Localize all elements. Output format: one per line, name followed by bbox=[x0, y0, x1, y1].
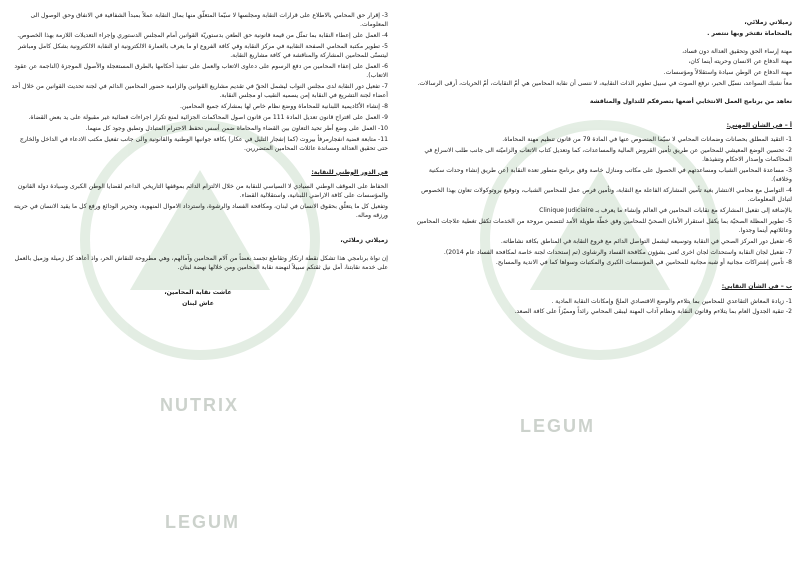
list-item: 3- مساعدة المحامين الشباب ومساعدتهم في الحصول على مكاتب ومنازل خاصة وفق برنامج متطور تعده النقابة (عن طريق إنشاء وحدات سكنية وخلافه). bbox=[428, 166, 792, 184]
signoff-line: عاش لبنان bbox=[182, 299, 214, 307]
signoff-line: عاشت نقابة المحامين، bbox=[164, 289, 232, 297]
list-item: 4- التواصل مع محامي الانتشار بغية تأمين المشاركة الفاعلة مع النقابة، وتأمين فرص عمل للمحامين الشباب، وتوقيع بروتوكولات تعاون بهذا الخصوص لتبادل المعلومات. bbox=[421, 186, 792, 204]
list-item: 6- تفعيل دور المركز الصحي في النقابة وتوسيعه ليشمل التواصل الدائم مع فروع النقابة في المناطق بكافة نشاطاته. bbox=[500, 237, 792, 245]
list-item: 10- العمل على وضع أطر تحيد التعاون بين القضاء والمحاماة ضمن أسس تحفظ الاحترام المتبادل وتطبق وجود كل منهما. bbox=[85, 124, 388, 132]
list-item: 9- العمل على اقتراح قانون تعديل المادة 111 من قانون اصول المحاكمات الجزائية لمنع تكرار اجراءات قضائية غير مقبولة على يد بعض القضاة. bbox=[28, 113, 388, 121]
watermark-text-legum: LEGUM bbox=[165, 512, 240, 532]
left-column bbox=[8, 4, 388, 310]
national-paragraph: الحفاظ على الموقف الوطني السيادي لا السياسي للنقابة من خلال الالتزام الدائم بموقفها التاريخي الداعم لقضايا الوطن الكبرى وسيادة دولة القانون والمؤسسات على كافة الاراضي اللبنانية، واستقلالية القضاء. bbox=[17, 182, 388, 200]
list-item: 5- تطوير مكتبة المحامي الصفحة النقابية في مركز النقابة وفي كافة الفروع او ما يعرف بالعمارة الالكترونية او النقابة الالكترونية بشكل كامل ومباشر ليتسنّى للمحامين المشاركة والمناقشة في كافة مشاريع النقابة. bbox=[18, 42, 388, 60]
section-heading-syndical: ب – في الشأن النقابي: bbox=[721, 283, 792, 291]
list-item: 4- العمل على إعطاء النقابة بما تمثّل من قيمة قانونية حق الطعن بدستوريّة القوانين أمام المجلس الدستوري وإجراء التعديلات اللازمة بهذا الخصوص. bbox=[17, 32, 388, 40]
watermark-text-legum-right: LEGUM bbox=[520, 416, 595, 436]
salutation: زميلاتي زملائي، bbox=[340, 237, 388, 245]
list-item: 7- تفعيل دور النقابة لدى مجلس النواب ليشمل الحقّ في تقديم مشاريع القوانين والزامية حضور المحامين الدائم في لجنة تحديث القوانين من خلال أحد أعضاء لجنة التشريع في النقابة إمن يسميه النقيب او مجلس النقابة. bbox=[11, 83, 388, 100]
list-item: 7- تفعيل لجان النقابة واستحداث لجان اخرى تُعنى بشؤون مكافحة الفساد والرشاوى (تم إستحداث لجنة خاصة لمكافحة الفساد عام 2014). bbox=[443, 248, 792, 256]
list-item: 2- تنقية الجدول العام بما يتلاءم وقانون النقابة ونظام آداب المهنة ليبقى المحامي رائداً ومميّزاً على كافة الصعد. bbox=[514, 308, 792, 316]
list-item: 2- تحسين الوضع المعيشي للمحامين عن طريق تأمين القروض المالية والمساعدات، كما وتعديل كتاب الاتعاب والزاميّته الى جانب طلب الاسراع في المحاكمات وإصدار الاحكام وتنفيذها. bbox=[424, 146, 792, 163]
list-item: 8- إنشاء الأكاديمية اللبنانية للمحاماة ووضع نظام خاص لها بمشاركة جميع المحامين. bbox=[180, 103, 388, 111]
program-intro: نعاهد من برنامج العمل الانتخابي أضعها بتصرفكم للتداول والمناقشة bbox=[589, 97, 792, 105]
watermark-text-nutrix: NUTRIX bbox=[160, 395, 239, 415]
closing-paragraph: إن نواة برنامجي هذا تشكل نقطة ارتكاز وتقاطع تجسد بعضاً من آلام المحامين وآمالهم، وهي مطروحة للنقاش الحر، واذ أعاهد كل زميلة وزميل بالعمل على خدمة نقابتنا، أمل نيل ثقتكم سبيلاً لنهضة نقابة المحامين ومن خلالها نهضة لبنان. bbox=[14, 254, 388, 272]
mission-line: مهنة الدفاع عن الوطن سيادة واستقلالاً ومؤسسات. bbox=[663, 69, 792, 77]
list-item: 8- تأمين إشتراكات مجانية أو شبه مجانية للمحامين في المؤسسات الكبرى والمكتبات وسواها كما في الاندية والمسابح. bbox=[495, 259, 792, 267]
mission-line: مهنة الدفاع عن الانسان وحريته أينما كان، bbox=[688, 58, 792, 66]
national-paragraph: وتفعيل كل ما يتعلّق بحقوق الانسان في لبنان، ومكافحة الفساد والرشوة، واسترداد الاموال المنهوبة، وتحرير الودائع ورفع كل ما يقيد الانسان في حريته ورزقه وماله. bbox=[13, 203, 388, 220]
list-item: 1- زيادة المعاش التقاعدي للمحامين بما يتلاءم والوضع الاقتصادي الملحّ وإمكانات النقابة المادية . bbox=[551, 297, 792, 305]
list-item: 6- العمل على إعفاء المحامين من دفع الرسوم على دعاوى الاتعاب والعمل على تنفيذ أحكامها بالطرق المستعجلة والأصول الموجزة (الناجمة عن عقود الاتعاب). bbox=[14, 62, 388, 80]
section-heading-professional: أ – في الشأن المهني: bbox=[726, 121, 792, 129]
intro-salutation: زميلاتي زملائي، bbox=[744, 19, 792, 26]
list-item: 11- متابعة قضية انفجارمرفأ بيروت (كما إنفجار التليل في عكار) بكافة جوانبها الوطنية والقانونية والى جانب تفعيل مكتب الادعاء في الداخل والخارج حتى تحقيق العدالة ومساندة عائلات المحامين المتضررين. bbox=[19, 135, 388, 152]
list-item: 3- إقرار حق المحامي بالاطلاع على قرارات النقابة ومجلسها لا سيّما المتعلّق منها بمال النقابة عملاً بمبدأ الشفافية في الانفاق وحق الوصول الى المعلومات. bbox=[30, 12, 388, 29]
mission-closing: معاً نشبك السواعد، نسيّل الحبر، نرفع الصوت في سبيل تطوير الذات النقابية، لا ننسى أن نقابة المحامين هي أمّ النقابات، أمّ الحريات، أرقى الرسالات. bbox=[417, 79, 792, 87]
list-item: بالإضافة إلى تفعيل المشاركة مع نقابات المحامين في العالم وإنشاء ما يعرف بـ Clinique Judiciaire bbox=[539, 206, 792, 214]
list-item: 5- تطوير المظلة الصحيّة بما يكفل استقرار الأمان الصحيّ للمحامين وفق خطّة طويلة الأمد لتتضمن مروحة من الخدمات تكفل تغطية علاجات المحامين وعائلاتهم أينما وجدوا. bbox=[416, 217, 792, 235]
right-column bbox=[410, 4, 792, 318]
intro-slogan: بالمحاماة نفتخر وبها ننتصر . bbox=[707, 29, 792, 37]
mission-line: مهنة إرساء الحق وتحقيق العدالة دون فساد، bbox=[682, 47, 792, 55]
section-heading-national: في الدور الوطني للنقابة: bbox=[311, 168, 388, 176]
list-item: 1- التقيد المطلق بحصانات وضمانات المحامي لا سيّما المنصوص عنها في المادة 79 من قانون تنظيم مهنة المحاماة. bbox=[502, 135, 792, 143]
